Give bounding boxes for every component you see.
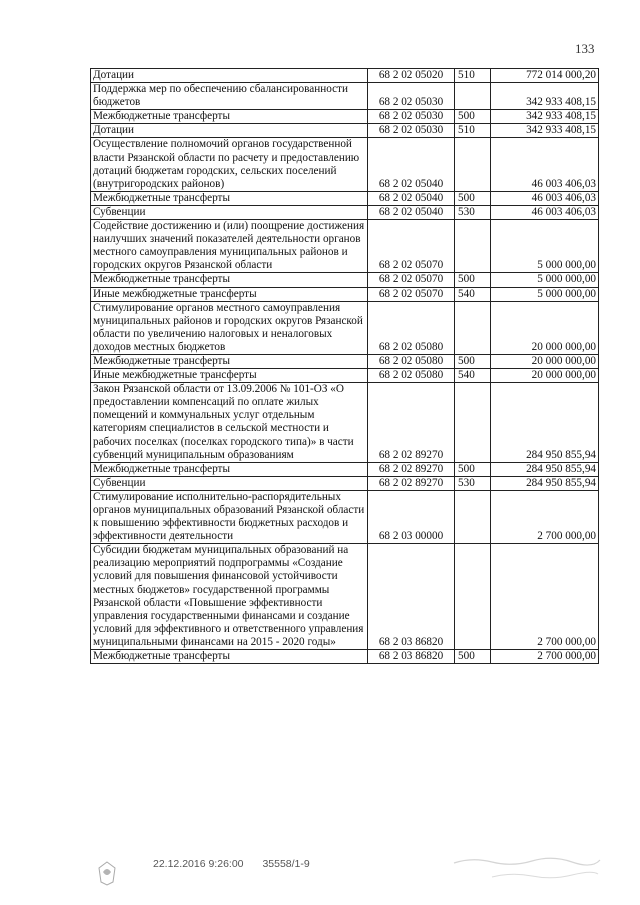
cell-amount: 5 000 000,00 (491, 220, 599, 273)
table-row (91, 83, 599, 110)
cell-name: Осуществление полномочий органов государственной власти Рязанской области по расчету и предоставлению дотаций бюджетам городских, сельских поселений (внутригородских районов) (91, 138, 368, 191)
table-row (91, 544, 599, 650)
table-row (91, 205, 599, 219)
budget-table (90, 68, 599, 664)
cell-code: 68 2 03 00000 (368, 490, 455, 543)
cell-name: Субвенции (91, 205, 368, 219)
table-row (91, 110, 599, 124)
cell-name: Иные межбюджетные трансферты (91, 369, 368, 383)
cell-code: 68 2 02 05030 (368, 83, 455, 110)
cell-code: 68 2 02 05030 (368, 110, 455, 124)
cell-name: Дотации (91, 69, 368, 83)
cell-type: 500 (455, 191, 491, 205)
cell-code: 68 2 03 86820 (368, 544, 455, 650)
cell-code: 68 2 02 89270 (368, 462, 455, 476)
cell-type: 500 (455, 110, 491, 124)
cell-type (455, 301, 491, 354)
emblem-icon (96, 860, 118, 886)
cell-name: Поддержка мер по обеспечению сбалансированности бюджетов (91, 83, 368, 110)
cell-code: 68 2 02 05080 (368, 369, 455, 383)
cell-name: Субсидии бюджетам муниципальных образований на реализацию мероприятий подпрограммы «Создание условий для повышения финансовой устойчивости местных бюджетов» государственной программы Рязанской области «Повышение эффективности управления государственными финансами и создание условий для эффективного и ответственного управления муниципальными финансами на 2015 - 2020 годы» (91, 544, 368, 650)
table-row (91, 287, 599, 301)
table-row (91, 383, 599, 463)
cell-type: 530 (455, 205, 491, 219)
cell-type (455, 220, 491, 273)
cell-code: 68 2 02 05040 (368, 138, 455, 191)
cell-amount: 46 003 406,03 (491, 138, 599, 191)
cell-type: 500 (455, 650, 491, 664)
cell-type (455, 138, 491, 191)
cell-type: 540 (455, 369, 491, 383)
cell-amount: 2 700 000,00 (491, 490, 599, 543)
cell-code: 68 2 02 89270 (368, 383, 455, 463)
cell-name: Содействие достижению и (или) поощрение достижения наилучших значений показателей деятельности органов местного самоуправления муниципальных районов и городских округов Рязанской области (91, 220, 368, 273)
cell-amount: 772 014 000,20 (491, 69, 599, 83)
table-row (91, 462, 599, 476)
cell-code: 68 2 02 89270 (368, 476, 455, 490)
table-row (91, 369, 599, 383)
table-row (91, 273, 599, 287)
footer (153, 858, 326, 870)
cell-code: 68 2 02 05070 (368, 273, 455, 287)
cell-name: Стимулирование органов местного самоуправления муниципальных районов и городских округов Рязанской области по увеличению налоговых и неналоговых доходов местных бюджетов (91, 301, 368, 354)
cell-amount: 284 950 855,94 (491, 383, 599, 463)
cell-amount: 342 933 408,15 (491, 124, 599, 138)
page-number: 133 (575, 41, 595, 56)
cell-name: Иные межбюджетные трансферты (91, 287, 368, 301)
cell-amount: 46 003 406,03 (491, 191, 599, 205)
cell-type: 500 (455, 273, 491, 287)
cell-type (455, 83, 491, 110)
cell-type (455, 383, 491, 463)
cell-type: 530 (455, 476, 491, 490)
table-row (91, 220, 599, 273)
cell-type: 500 (455, 462, 491, 476)
cell-amount: 2 700 000,00 (491, 544, 599, 650)
cell-amount: 20 000 000,00 (491, 354, 599, 368)
table-row (91, 301, 599, 354)
cell-type (455, 490, 491, 543)
footer-doc-number: 35558/1-9 (262, 858, 310, 870)
cell-amount: 20 000 000,00 (491, 301, 599, 354)
cell-name: Дотации (91, 124, 368, 138)
cell-code: 68 2 02 05070 (368, 220, 455, 273)
cell-amount: 5 000 000,00 (491, 273, 599, 287)
cell-code: 68 2 02 05080 (368, 301, 455, 354)
cell-code: 68 2 02 05040 (368, 191, 455, 205)
cell-name: Межбюджетные трансферты (91, 191, 368, 205)
cell-name: Межбюджетные трансферты (91, 650, 368, 664)
cell-name: Межбюджетные трансферты (91, 462, 368, 476)
cell-amount: 342 933 408,15 (491, 83, 599, 110)
cell-name: Стимулирование исполнительно-распорядительных органов муниципальных образований Рязанской области к повышению эффективности бюджетных расходов и эффективности деятельности (91, 490, 368, 543)
cell-type (455, 544, 491, 650)
cell-name: Межбюджетные трансферты (91, 273, 368, 287)
table-row (91, 650, 599, 664)
cell-type: 540 (455, 287, 491, 301)
table-row (91, 124, 599, 138)
table-row (91, 69, 599, 83)
cell-amount: 284 950 855,94 (491, 462, 599, 476)
cell-type: 510 (455, 124, 491, 138)
cell-code: 68 2 03 86820 (368, 650, 455, 664)
table-row (91, 138, 599, 191)
budget-table-body (91, 69, 599, 664)
cell-amount: 46 003 406,03 (491, 205, 599, 219)
cell-amount: 2 700 000,00 (491, 650, 599, 664)
cell-code: 68 2 02 05030 (368, 124, 455, 138)
cell-code: 68 2 02 05040 (368, 205, 455, 219)
cell-code: 68 2 02 05070 (368, 287, 455, 301)
table-row (91, 191, 599, 205)
footer-datetime: 22.12.2016 9:26:00 (153, 858, 244, 870)
cell-amount: 5 000 000,00 (491, 287, 599, 301)
cell-code: 68 2 02 05020 (368, 69, 455, 83)
cell-name: Межбюджетные трансферты (91, 354, 368, 368)
cell-type: 500 (455, 354, 491, 368)
cell-name: Межбюджетные трансферты (91, 110, 368, 124)
cell-code: 68 2 02 05080 (368, 354, 455, 368)
table-row (91, 476, 599, 490)
cell-type: 510 (455, 69, 491, 83)
cell-name: Субвенции (91, 476, 368, 490)
cell-amount: 342 933 408,15 (491, 110, 599, 124)
table-row (91, 354, 599, 368)
cell-name: Закон Рязанской области от 13.09.2006 № 101-ОЗ «О предоставлении компенсаций по оплате жилых помещений и коммунальных услуг отдельным категориям специалистов в сельской местности и рабочих поселках (поселках городского типа)» в части субвенций муниципальным образованиям (91, 383, 368, 463)
cell-amount: 284 950 855,94 (491, 476, 599, 490)
faded-stamp-icon (452, 853, 602, 883)
cell-amount: 20 000 000,00 (491, 369, 599, 383)
table-row (91, 490, 599, 543)
